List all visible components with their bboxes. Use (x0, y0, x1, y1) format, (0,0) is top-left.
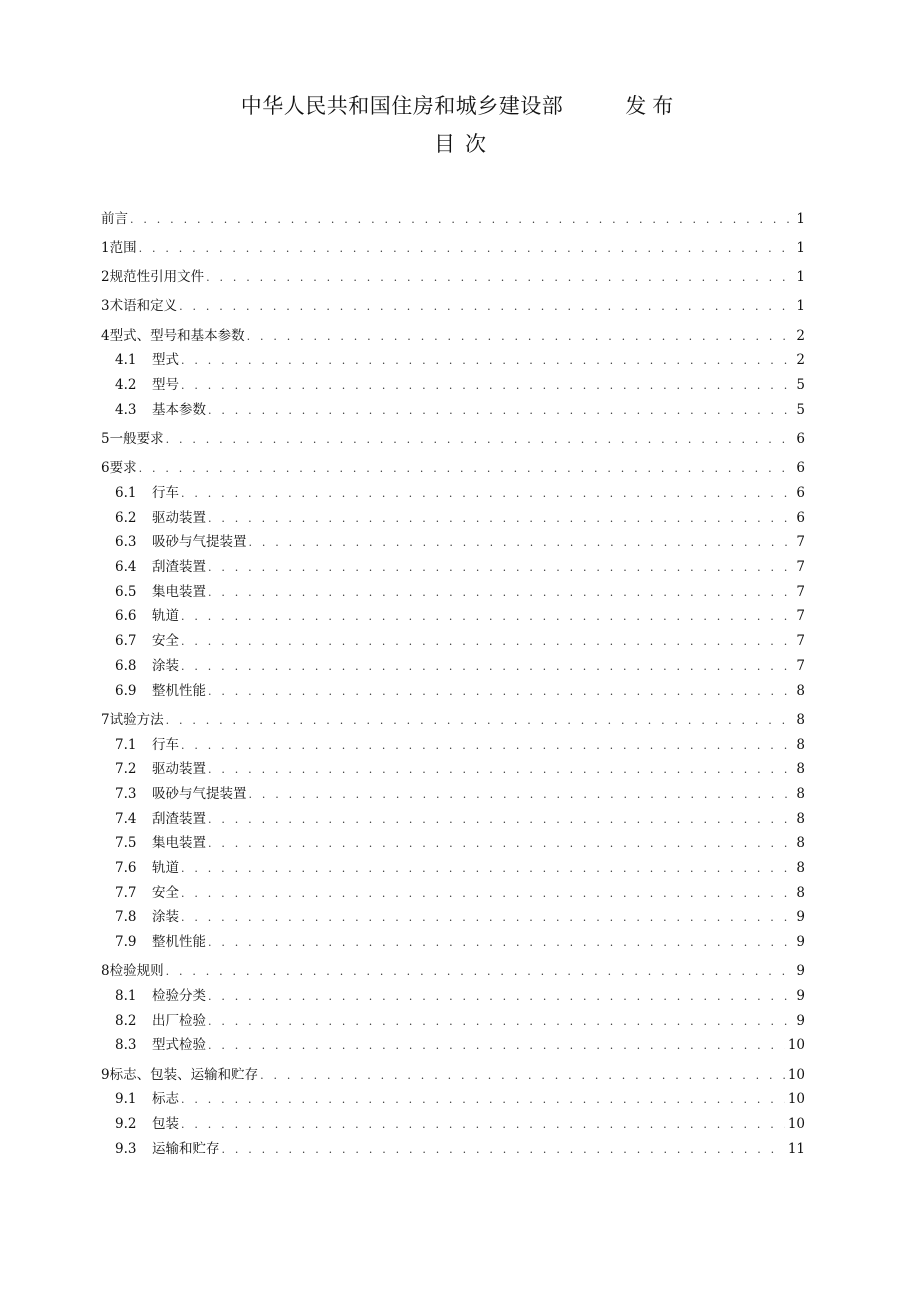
toc-dot-leader (208, 931, 793, 956)
toc-entry-number: 9.3 (115, 1140, 137, 1157)
toc-entry-number: 7.5 (115, 835, 137, 852)
toc-dot-leader (166, 428, 794, 453)
toc-entry-label: 刮渣装置 (152, 810, 206, 827)
toc-page-number: 8 (796, 711, 805, 728)
toc-dot-leader (208, 399, 793, 424)
toc-dot-leader (208, 832, 793, 857)
publisher-organization: 中华人民共和国住房和城乡建设部 (240, 94, 564, 118)
toc-entry-label: 整机性能 (152, 682, 206, 699)
toc-entry-label: 试验方法 (109, 711, 164, 728)
toc-entry-number: 9.1 (115, 1091, 137, 1108)
toc-dot-leader (181, 882, 793, 907)
document-header (0, 90, 920, 160)
toc-page-number: 8 (796, 884, 805, 901)
toc-dot-leader (206, 266, 793, 291)
toc-page-number: 8 (796, 810, 805, 827)
toc-entry-number: 1 (101, 239, 110, 256)
toc-section-entry[interactable] (101, 348, 805, 373)
toc-chapter-entry[interactable] (101, 456, 805, 481)
toc-page-number: 10 (787, 1091, 805, 1108)
toc-page-number: 2 (796, 352, 805, 369)
toc-page-number: 6 (796, 509, 805, 526)
toc-section-entry[interactable] (101, 629, 805, 654)
toc-dot-leader (208, 556, 793, 581)
toc-page-number: 8 (796, 785, 805, 802)
toc-section-entry[interactable] (101, 398, 805, 423)
toc-entry-label: 行车 (152, 736, 179, 753)
toc-entry-number: 6.8 (115, 657, 137, 674)
toc-dot-leader (139, 457, 794, 482)
publish-label: 发布 (625, 94, 680, 118)
toc-section-entry[interactable] (101, 757, 805, 782)
toc-entry-number: 6.6 (115, 608, 137, 625)
toc-section-entry[interactable] (101, 1009, 805, 1034)
toc-dot-leader (208, 581, 793, 606)
toc-section-entry[interactable] (101, 831, 805, 856)
toc-dot-leader (181, 857, 793, 882)
toc-dot-leader (179, 295, 793, 320)
toc-dot-leader (208, 1010, 793, 1035)
toc-page-number: 9 (796, 1012, 805, 1029)
toc-dot-leader (166, 960, 794, 985)
toc-entry-label: 包装 (152, 1116, 179, 1132)
toc-dot-leader (181, 734, 793, 759)
toc-section-entry[interactable] (101, 807, 805, 832)
toc-entry-label: 轨道 (152, 859, 179, 876)
toc-section-entry[interactable] (101, 373, 805, 398)
toc-page-number: 9 (796, 909, 805, 926)
toc-entry-number: 8 (101, 963, 110, 980)
toc-entry-label: 轨道 (152, 608, 179, 625)
toc-section-entry[interactable] (101, 555, 805, 580)
toc-entry-label: 标志 (152, 1091, 179, 1108)
toc-page-number: 8 (796, 682, 805, 699)
toc-entry-label: 术语和定义 (109, 298, 178, 315)
toc-entry-number: 7.8 (115, 909, 137, 926)
toc-dot-leader (181, 655, 793, 680)
toc-page-number: 11 (787, 1140, 805, 1157)
toc-dot-leader (181, 1113, 785, 1138)
toc-entry-label: 基本参数 (152, 401, 206, 418)
toc-entry-number: 8.1 (115, 987, 137, 1004)
toc-dot-leader (247, 325, 794, 350)
toc-dot-leader (139, 237, 794, 262)
toc-entry-label: 型式、型号和基本参数 (109, 327, 245, 344)
toc-section-entry[interactable] (101, 930, 805, 955)
toc-page-number: 1 (796, 239, 805, 256)
toc-section-entry[interactable] (101, 1112, 805, 1137)
toc-dot-leader (166, 709, 794, 734)
toc-entry-number: 6.1 (115, 485, 137, 502)
toc-entry-number: 8.3 (115, 1037, 137, 1054)
toc-entry-number: 6.7 (115, 633, 137, 650)
toc-entry-label: 整机性能 (152, 934, 206, 950)
toc-entry-label: 安全 (152, 633, 179, 650)
toc-section-entry[interactable] (101, 1087, 805, 1112)
toc-dot-leader (208, 758, 793, 783)
toc-entry-number: 6.4 (115, 559, 137, 576)
publisher-line (0, 90, 920, 122)
toc-entry-label: 驱动装置 (152, 509, 206, 526)
toc-entry-label: 型式 (152, 352, 179, 369)
toc-dot-leader (130, 208, 793, 233)
toc-dot-leader (260, 1064, 785, 1089)
toc-entry-label: 运输和贮存 (152, 1140, 220, 1157)
toc-section-entry[interactable] (101, 881, 805, 906)
toc-dot-leader (181, 374, 793, 399)
toc-dot-leader (181, 1088, 785, 1113)
toc-page-number: 2 (796, 327, 805, 344)
toc-page-number: 6 (796, 485, 805, 502)
toc-entry-label: 型号 (152, 377, 179, 394)
toc-page-number: 5 (796, 377, 805, 394)
toc-entry-number: 4.3 (115, 401, 137, 418)
toc-chapter-entry[interactable] (101, 265, 805, 290)
toc-entry-label: 驱动装置 (152, 761, 206, 778)
toc-entry-label: 涂装 (152, 909, 179, 926)
toc-entry-label: 安全 (152, 884, 179, 901)
toc-entry-number: 8.2 (115, 1012, 137, 1029)
toc-entry-number: 6.5 (115, 583, 137, 600)
toc-page-number: 6 (796, 460, 805, 477)
toc-entry-number: 4.1 (115, 352, 137, 369)
toc-page-number: 10 (787, 1116, 805, 1132)
toc-entry-label: 一般要求 (109, 431, 164, 448)
toc-page-number: 8 (796, 835, 805, 852)
toc-entry-number: 7.2 (115, 761, 137, 778)
toc-section-entry[interactable] (101, 506, 805, 531)
toc-section-entry[interactable] (101, 481, 805, 506)
toc-chapter-entry[interactable] (101, 294, 805, 319)
toc-page-number: 7 (796, 583, 805, 600)
toc-chapter-entry[interactable] (101, 1063, 805, 1088)
toc-entry-number: 6 (101, 460, 110, 477)
toc-entry-label: 规范性引用文件 (109, 269, 205, 286)
toc-page-number: 7 (796, 534, 805, 551)
toc-page-number: 8 (796, 736, 805, 753)
toc-entry-number: 3 (101, 298, 110, 315)
toc-entry-label: 检验分类 (152, 987, 206, 1004)
toc-page-number: 6 (796, 431, 805, 448)
toc-section-entry[interactable] (101, 654, 805, 679)
toc-entry-number: 5 (101, 431, 110, 448)
toc-section-entry[interactable] (101, 984, 805, 1009)
toc-dot-leader (249, 783, 794, 808)
toc-entry-number: 2 (101, 269, 110, 286)
toc-section-entry[interactable] (101, 782, 805, 807)
toc-section-entry[interactable] (101, 580, 805, 605)
toc-entry-number: 7.3 (115, 785, 137, 802)
toc-dot-leader (208, 680, 793, 705)
toc-dot-leader (181, 630, 793, 655)
toc-dot-leader (208, 808, 793, 833)
toc-section-entry[interactable] (101, 905, 805, 930)
toc-page-number: 9 (796, 987, 805, 1004)
toc-entry-label: 范围 (109, 239, 137, 256)
toc-page-number: 10 (787, 1066, 805, 1083)
toc-dot-leader (181, 906, 793, 931)
toc-entry-number: 4.2 (115, 377, 137, 394)
toc-title: 目次 (434, 132, 496, 156)
toc-entry-label: 集电装置 (152, 583, 206, 600)
toc-dot-leader (208, 507, 793, 532)
toc-section-entry[interactable] (101, 604, 805, 629)
toc-entry-label: 标志、包装、运输和贮存 (109, 1066, 259, 1083)
toc-page-number: 8 (796, 859, 805, 876)
toc-chapter-entry[interactable] (101, 324, 805, 349)
toc-page-number: 7 (796, 559, 805, 576)
toc-entry-label: 前言 (101, 210, 128, 227)
toc-entry-number: 7.4 (115, 810, 137, 827)
toc-page-number: 1 (796, 269, 805, 286)
toc-entry-number: 7.7 (115, 884, 137, 901)
toc-page-number: 7 (796, 657, 805, 674)
toc-entry-number: 9.2 (115, 1116, 137, 1132)
toc-section-entry[interactable] (101, 530, 805, 555)
toc-entry-number: 7.1 (115, 736, 137, 753)
toc-entry-number: 7 (101, 711, 110, 728)
toc-dot-leader (249, 531, 794, 556)
toc-dot-leader (222, 1138, 785, 1163)
toc-dot-leader (181, 482, 793, 507)
toc-page-number: 7 (796, 608, 805, 625)
toc-entry-label: 吸砂与气提装置 (152, 534, 247, 551)
toc-entry-number: 6.3 (115, 534, 137, 551)
toc-entry-label: 检验规则 (109, 963, 164, 980)
table-of-contents (101, 202, 805, 1161)
toc-page-number: 9 (796, 963, 805, 980)
toc-dot-leader (181, 349, 793, 374)
toc-section-entry[interactable] (101, 679, 805, 704)
toc-entry-label: 型式检验 (152, 1037, 206, 1054)
toc-chapter-entry[interactable] (101, 207, 805, 232)
toc-chapter-entry[interactable] (101, 708, 805, 733)
toc-entry-label: 涂装 (152, 657, 179, 674)
toc-entry-number: 6.9 (115, 682, 137, 699)
toc-entry-number: 9 (101, 1066, 110, 1083)
toc-entry-number: 7.6 (115, 859, 137, 876)
toc-chapter-entry[interactable] (101, 959, 805, 984)
toc-entry-label: 出厂检验 (152, 1012, 206, 1029)
toc-page-number: 9 (796, 934, 805, 950)
toc-page-number: 8 (796, 761, 805, 778)
toc-dot-leader (208, 985, 793, 1010)
toc-page-number: 1 (796, 298, 805, 315)
toc-section-entry[interactable] (101, 733, 805, 758)
toc-entry-label: 行车 (152, 485, 179, 502)
toc-dot-leader (208, 1034, 785, 1059)
toc-dot-leader (181, 605, 793, 630)
toc-page-number: 5 (796, 401, 805, 418)
toc-entry-number: 7.9 (115, 934, 137, 950)
toc-entry-label: 集电装置 (152, 835, 206, 852)
toc-entry-number: 6.2 (115, 509, 137, 526)
toc-section-entry[interactable] (101, 1137, 805, 1162)
toc-section-entry[interactable] (101, 1033, 805, 1058)
toc-page-number: 7 (796, 633, 805, 650)
toc-entry-number: 4 (101, 327, 110, 344)
toc-entry-label: 吸砂与气提装置 (152, 785, 247, 802)
toc-page-number: 1 (796, 210, 805, 227)
toc-section-entry[interactable] (101, 856, 805, 881)
toc-entry-label: 要求 (109, 460, 137, 477)
toc-chapter-entry[interactable] (101, 236, 805, 261)
toc-page-number: 10 (787, 1037, 805, 1054)
toc-chapter-entry[interactable] (101, 427, 805, 452)
toc-entry-label: 刮渣装置 (152, 559, 206, 576)
